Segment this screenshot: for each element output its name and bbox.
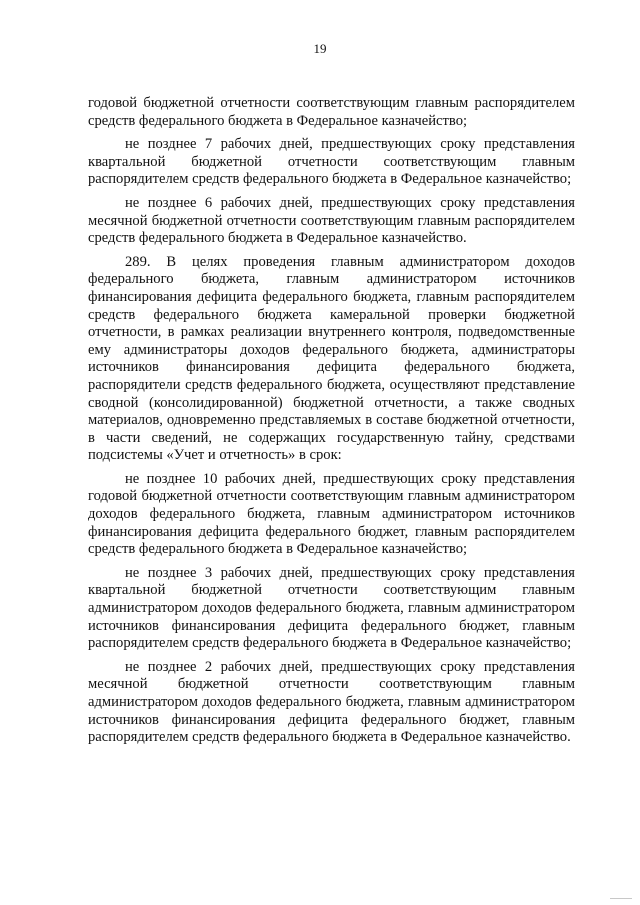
paragraph-clause-289: 289. В целях проведения главным администратором доходов федерального бюджета, главным администратором источников финансирования дефицита федерального бюджета, главным распорядителем средств федерального бюджета камеральной проверки бюджетной отчетности, в рамках реализации внутреннего контроля, подведомственные ему администраторы доходов федерального бюджета, администраторы источников финансирования дефицита федерального бюджета, распорядители средств федерального бюджета, осуществляют представление сводной (консолидированной) бюджетной отчетности, а также сводных материалов, одновременно представляемых в составе бюджетной отчетности, в части сведений, не содержащих государственную тайну, средствами подсистемы «Учет и отчетность» в срок: [88, 253, 575, 464]
page-number: 19 [313, 41, 327, 56]
paragraph-monthly-report-2-days: не позднее 2 рабочих дней, предшествующих сроку представления месячной бюджетной отчетности соответствующим главным администратором доходов федерального бюджета, главным администратором источников финансирования дефицита федерального бюджет, главным распорядителем средств федерального бюджета в Федеральное казначейство. [88, 658, 575, 746]
paragraph-annual-report-10-days: не позднее 10 рабочих дней, предшествующих сроку представления годовой бюджетной отчетности соответствующим главным администратором доходов федерального бюджета, главным администратором источников финансирования дефицита федерального бюджет, главным распорядителем средств федерального бюджета в Федеральное казначейство; [88, 470, 575, 558]
paragraph-quarterly-report-7-days: не позднее 7 рабочих дней, предшествующих сроку представления квартальной бюджетной отчетности соответствующим главным распорядителем средств федерального бюджета в Федеральное казначейство; [88, 136, 575, 188]
paragraph-monthly-report-6-days: не позднее 6 рабочих дней, предшествующих сроку представления месячной бюджетной отчетности соответствующим главным распорядителем средств федерального бюджета в Федеральное казначейство. [88, 194, 575, 247]
document-body [88, 95, 575, 753]
scan-edge-mark [610, 898, 632, 899]
paragraph-quarterly-report-3-days: не позднее 3 рабочих дней, предшествующих сроку представления квартальной бюджетной отчетности соответствующим главным администратором доходов федерального бюджета, главным администратором источников финансирования дефицита федерального бюджет, главным распорядителем средств федерального бюджета в Федеральное казначейство; [88, 564, 575, 652]
paragraph-annual-report-deadline-continuation: годовой бюджетной отчетности соответствующим главным распорядителем средств федерального бюджета в Федеральное казначейство; [88, 95, 575, 129]
